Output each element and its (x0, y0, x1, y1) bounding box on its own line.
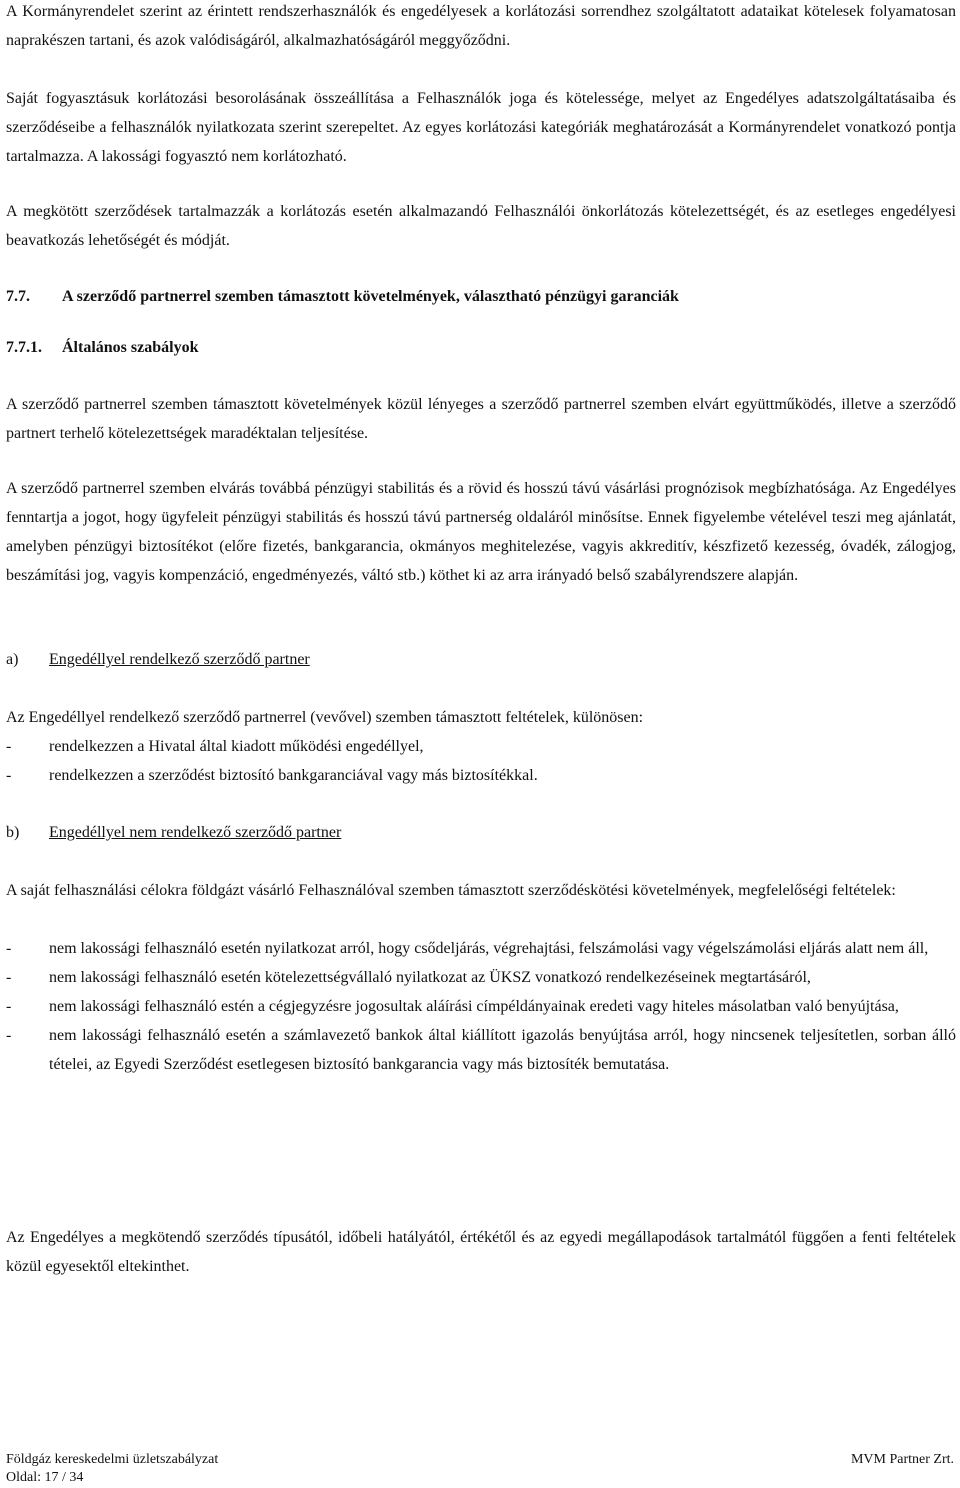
unlicensed-partner-list (6, 934, 956, 1079)
list-item: - rendelkezzen a Hivatal által kiadott működési engedéllyel, (6, 732, 956, 761)
footer-company: MVM Partner Zrt. (850, 1452, 954, 1467)
paragraph-data-maintenance: A Kormányrendelet szerint az érintett rendszerhasználók és engedélyesek a korlátozási sorrendhez szolgáltatott adataikat kötelesek folyamatosan naprakészen tartani, és azok valódiságáról, alkalmazhatóságáról meggyőződni. (6, 3, 956, 49)
paragraph-contract-contents: A megkötött szerződések tartalmazzák a korlátozás esetén alkalmazandó Felhasználói önkorlátozás kötelezettségét, és az esetleges engedélyesi beavatkozás lehetőségét és módját. (6, 203, 956, 249)
list-item: - nem lakossági felhasználó esetén a számlavezető bankok által kiállított igazolás benyújtása arról, hogy nincsenek teljesítetlen, sorban álló tételei, az Egyedi Szerződést esetlegesen biztosító bankgarancia vagy más biztosíték bemutatása. (6, 1021, 956, 1079)
section-number: 7.7.1. (6, 339, 42, 356)
paragraph-requirements: A szerződő partnerrel szemben támasztott követelmények közül lényeges a szerződő partnerrel szemben elvárt együttműködés, illetve a szerződő partnert terhelő kötelezettségek maradéktalan teljesítése. (6, 396, 956, 442)
paragraph-licensed-partner-conditions: Az Engedéllyel rendelkező szerződő partnerrel (vevővel) szemben támasztott feltételek, különösen: (6, 709, 644, 726)
list-item: - rendelkezzen a szerződést biztosító bankgaranciával vagy más biztosítékkal. (6, 761, 956, 790)
section-number: 7.7. (6, 288, 30, 305)
subsection-letter: a) (6, 651, 19, 668)
subsection-title: Engedéllyel nem rendelkező szerződő partner (49, 824, 342, 841)
footer-page-number: Oldal: 17 / 34 (6, 1470, 84, 1485)
subsection-a-heading (6, 645, 310, 674)
list-item: - nem lakossági felhasználó esetén kötelezettségvállaló nyilatkozat az ÜKSZ vonatkozó rendelkezéseinek megtartásáról, (6, 963, 956, 992)
paragraph-self-classification: Saját fogyasztásuk korlátozási besorolásának összeállítása a Felhasználók joga és kötelessége, melyet az Engedélyes adatszolgáltatásaiba és szerződéseibe a felhasználók nyilatkozata szerint szerepeltet. Az egyes korlátozási kategóriák meghatározását a Kormányrendelet vonatkozó pontja tartalmazza. A lakossági fogyasztó nem korlátozható. (6, 90, 956, 165)
subsection-letter: b) (6, 824, 20, 841)
list-item: - nem lakossági felhasználó esetén nyilatkozat arról, hogy csődeljárás, végrehajtási, felszámolási vagy végelszámolási eljárás alatt nem áll, (6, 934, 956, 963)
subsection-b-heading (6, 818, 341, 847)
list-item: - nem lakossági felhasználó estén a cégjegyzésre jogosultak aláírási címpéldányainak eredeti vagy hiteles másolatban való benyújtása, (6, 992, 956, 1021)
section-title: Általános szabályok (62, 339, 199, 356)
subsection-title: Engedéllyel rendelkező szerződő partner (49, 651, 310, 668)
section-title: A szerződő partnerrel szemben támasztott követelmények, választható pénzügyi garanciák (62, 288, 679, 305)
section-heading-7-7-1 (6, 333, 198, 362)
paragraph-financial-stability: A szerződő partnerrel szemben elvárás továbbá pénzügyi stabilitás és a rövid és hosszú távú vásárlási prognózisok megbízhatósága. Az Engedélyes fenntartja a jogot, hogy ügyfeleit pénzügyi stabilitás és hosszú távú partnerség oldaláról minősítse. Ennek figyelembe vételével teszi meg ajánlatát, amelyben pénzügyi biztosítékot (előre fizetés, bankgarancia, okmányos meghitelezése, vagyis akkreditív, készfizető kezesség, óvadék, zálogjog, beszámítási jog, vagyis kompenzáció, engedményezés, váltó stb.) köthet ki az arra irányadó belső szabályrendszere alapján. (6, 480, 956, 584)
paragraph-unlicensed-requirements: A saját felhasználási célokra földgázt vásárló Felhasználóval szemben támasztott szerződéskötési követelmények, megfelelőségi feltételek: (6, 882, 896, 899)
licensed-partner-list (6, 732, 956, 790)
section-heading-7-7 (6, 282, 679, 311)
footer-document-title: Földgáz kereskedelmi üzletszabályzat (6, 1452, 219, 1467)
paragraph-exemptions: Az Engedélyes a megkötendő szerződés típusától, időbeli hatályától, értékétől és az egyedi megállapodások tartalmától függően a fenti feltételek közül egyesektől eltekinthet. (6, 1229, 956, 1275)
